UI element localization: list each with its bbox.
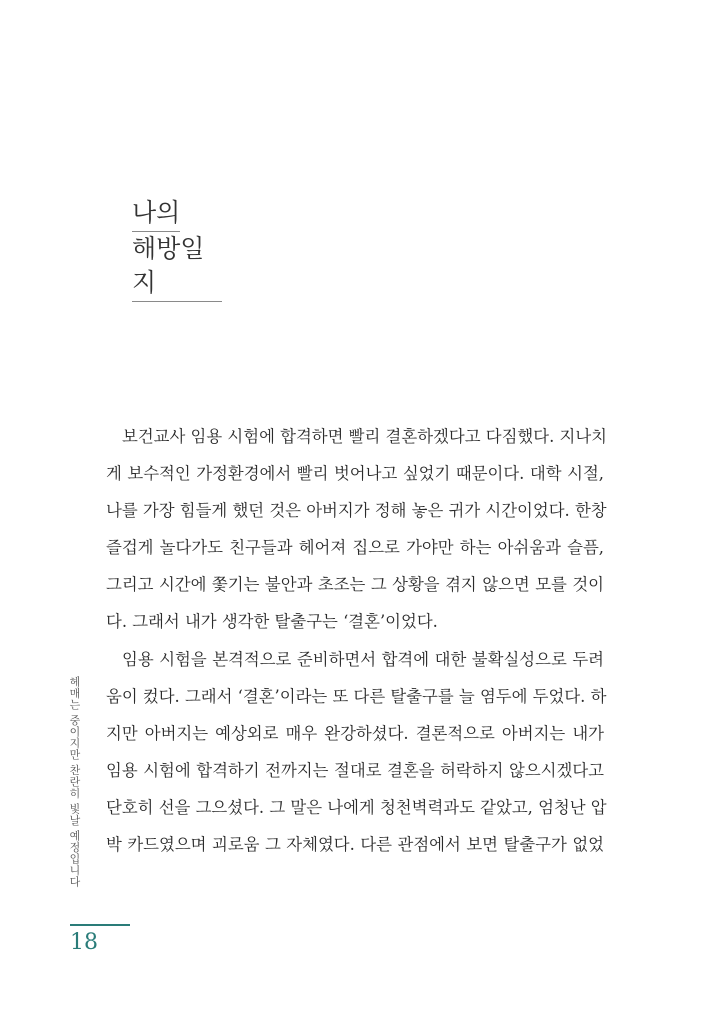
body-line: 단호히 선을 그으셨다. 그 말은 나에게 청천벽력과도 같았고, 엄청난 압 bbox=[106, 797, 607, 817]
chapter-title bbox=[132, 196, 222, 302]
body-line: 그리고 시간에 쫓기는 불안과 초조는 그 상황을 겪지 않으면 모를 것이 bbox=[106, 575, 604, 595]
body-line: 다. 그래서 내가 생각한 탈출구는 ‘결혼’이었다. bbox=[106, 612, 438, 632]
body-line: 즐겁게 놀다가도 친구들과 헤어져 집으로 가야만 하는 아쉬움과 슬픔, bbox=[106, 538, 604, 558]
chapter-title-line-1: 나의 bbox=[132, 196, 180, 232]
body-line: 임용 시험을 본격적으로 준비하면서 합격에 대한 불확실성으로 두려 bbox=[122, 649, 604, 669]
body-line: 보건교사 임용 시험에 합격하면 빨리 결혼하겠다고 다짐했다. 지나치 bbox=[122, 427, 608, 446]
body-line: 지만 아버지는 예상외로 매우 완강하셨다. 결론적으로 아버지는 내가 bbox=[106, 723, 604, 743]
body-line: 임용 시험에 합격하기 전까지는 절대로 결혼을 허락하지 않으시겠다고 bbox=[106, 760, 604, 780]
body-line: 움이 컸다. 그래서 ‘결혼’이라는 또 다른 탈출구를 늘 염두에 두었다. 하 bbox=[106, 686, 607, 706]
page-number-rule bbox=[70, 924, 130, 926]
running-header-vertical: 헤매는 중이지만 찬란히 빛날 예정입니다 bbox=[68, 676, 81, 888]
chapter-title-line-2: 해방일지 bbox=[132, 232, 222, 302]
body-line: 나를 가장 힘들게 했던 것은 아버지가 정해 놓은 귀가 시간이었다. 한창 bbox=[106, 501, 607, 521]
body-text bbox=[106, 418, 608, 863]
body-line: 게 보수적인 가정환경에서 빨리 벗어나고 싶었기 때문이다. 대학 시절, bbox=[106, 464, 604, 484]
page-number: 18 bbox=[70, 930, 98, 955]
body-line: 박 카드였으며 괴로움 그 자체였다. 다른 관점에서 보면 탈출구가 없었 bbox=[106, 835, 604, 855]
